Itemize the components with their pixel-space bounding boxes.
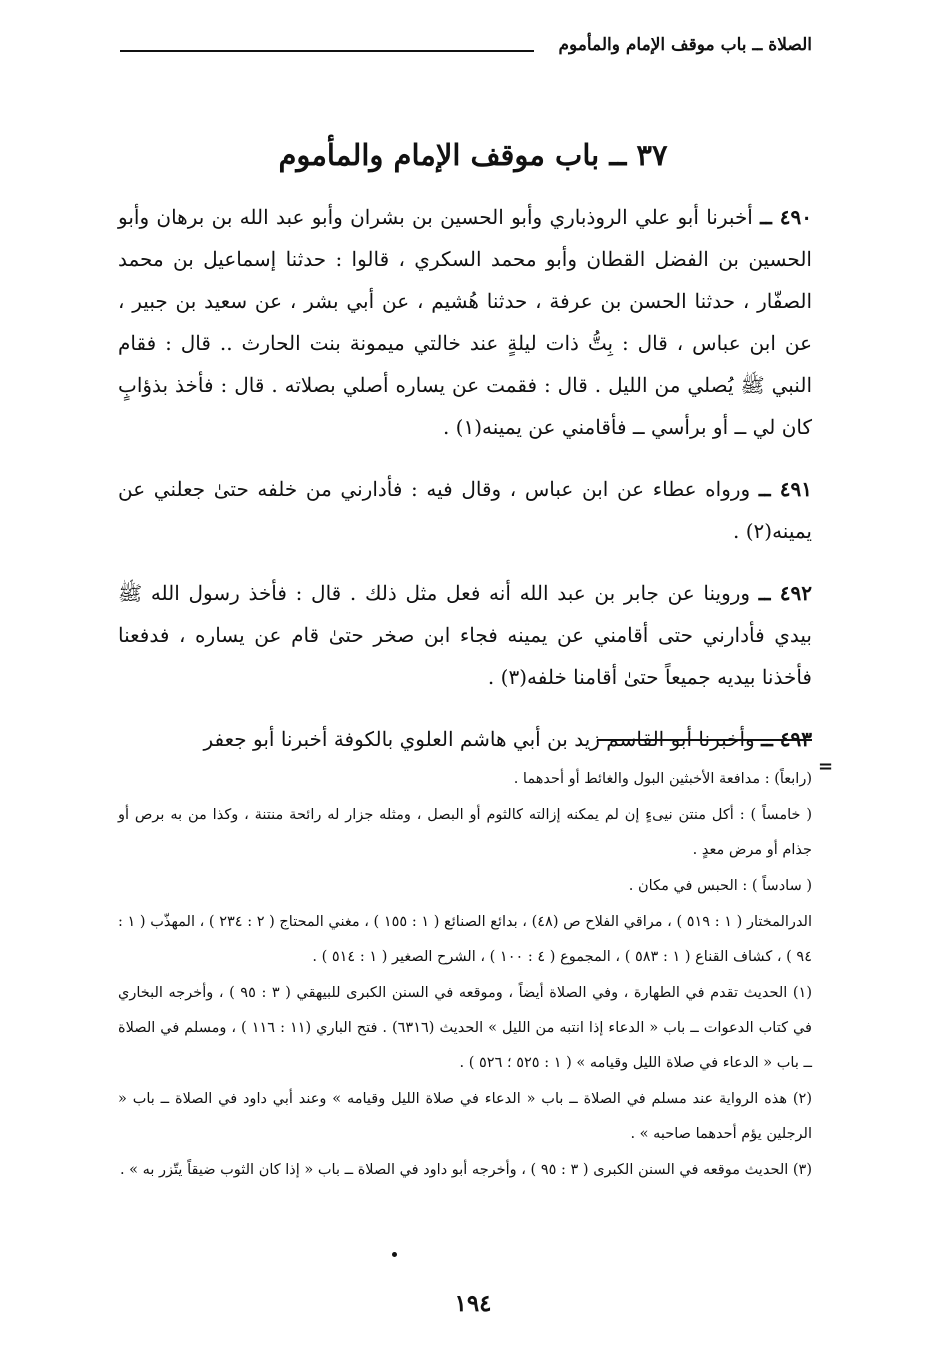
footnote: ( خامساً ) : أكل منتن نيىءٍ إن لم يمكنه إزالته كالثوم أو البصل ، ومثله جزار له رائحة منتنة ، وكذا من به برص أو جذام أو مرض معدٍ .: [118, 807, 812, 858]
hadith-text: ورواه عطاء عن ابن عباس ، وقال فيه : فأدارني من خلفه حتىٰ جعلني عن يمينه(٢) .: [118, 477, 812, 543]
hadith-text: وأخبرنا أبو القاسم زيد بن أبي هاشم العلوي بالكوفة أخبرنا أبو جعفر: [203, 727, 755, 751]
main-text: [118, 196, 812, 780]
footnote-separator: [597, 739, 812, 741]
footnote: (رابعاً) : مدافعة الأخبثين البول والغائط أو أحدهما .: [513, 771, 812, 787]
hadith-text: أخبرنا أبو علي الروذباري وأبو الحسين بن بشران وأبو عبد الله بن برهان وأبو الحسين بن الفضل القطان وأبو محمد السكري ، قالوا : حدثنا إسماعيل بن محمد الصفّار ، حدثنا الحسن بن عرفة ، حدثنا هُشيم ، عن أبي بشر ، عن سعيد بن جبير ، عن ابن عباس ، قال : بِتُّ ذات ليلةٍ عند خالتي ميمونة بنت الحارث .. قال : فقام النبي ﷺ يُصلي من الليل . قال : فقمت عن يساره أصلي بصلاته . قال : فأخذ بذؤابٍ كان لي ــ أو برأسي ــ فأقامني عن يمينه(١) .: [118, 205, 813, 439]
chapter-title: ٣٧ ــ باب موقف الإمام والمأموم: [278, 138, 668, 172]
running-title: الصلاة ــ باب موقف الإمام والمأموم: [558, 35, 812, 55]
footnote: الدرالمختار ( ١ : ٥١٩ ) ، مراقي الفلاح ص (٤٨) ، بدائع الصنائع ( ١ : ١٥٥ ) ، مغني المحتاج ( ٢ : ٢٣٤ ) ، المهذّب ( ١ : ٩٤ ) ، كشاف القناع ( ١ : ٥٨٣ ) ، المجموع ( ٤ : ١٠٠ ) ، الشرح الصغير ( ١ : ٥١٤ ) .: [118, 914, 812, 965]
hadith-number: ٤٩١ ــ: [758, 477, 813, 501]
footnote: (٣) الحديث موقعه في السنن الكبرى ( ٣ : ٩٥ ) ، وأخرجه أبو داود في الصلاة ــ باب « إذا كان الثوب ضيقاً يتّزر به » .: [119, 1162, 812, 1178]
hadith-number: ٤٩٢ ــ: [758, 581, 813, 605]
hadith-number: ٤٩٠ ــ: [760, 205, 812, 229]
page-number: ١٩٤: [454, 1290, 492, 1317]
header-rule: [120, 50, 534, 52]
running-header: [120, 30, 812, 60]
footnote: ( سادساً ) : الحبس في مكان .: [628, 878, 812, 894]
hadith-paragraph: [118, 468, 812, 552]
ink-dot: [392, 1252, 397, 1257]
hadith-number: ٤٩٣ ــ: [761, 727, 812, 751]
footnote: (١) الحديث تقدم في الطهارة ، وفي الصلاة أيضاً ، وموقعه في السنن الكبرى للبيهقي ( ٣ : ٩٥ ) ، وأخرجه البخاري في كتاب الدعوات ــ باب « الدعاء إذا انتبه من الليل » الحديث (٦٣١٦) . فتح الباري (١١ : ١١٦ ) ، ومسلم في الصلاة ــ باب « الدعاء في صلاة الليل وقيامه » ( ١ : ٥٢٥ ؛ ٥٢٦ ) .: [118, 985, 813, 1071]
footnotes: [118, 762, 812, 1189]
footnote: (٢) هذه الرواية عند مسلم في الصلاة ــ باب « الدعاء في صلاة الليل وقيامه » وعند أبي داود في الصلاة ــ باب « الرجلين يؤم أحدهما صاحبه » .: [118, 1091, 812, 1142]
hadith-paragraph: [118, 196, 812, 448]
continuation-mark: =: [818, 756, 834, 777]
hadith-text: وروينا عن جابر بن عبد الله أنه فعل مثل ذلك . قال : فأخذ رسول الله ﷺ بيدي فأدارني حتى أقامني عن يمينه فجاء ابن صخر حتىٰ قام عن يساره ، فدفعنا فأخذنا بيديه جميعاً حتىٰ أقامنا خلفه(٣) .: [118, 581, 812, 689]
hadith-paragraph: [118, 572, 812, 698]
